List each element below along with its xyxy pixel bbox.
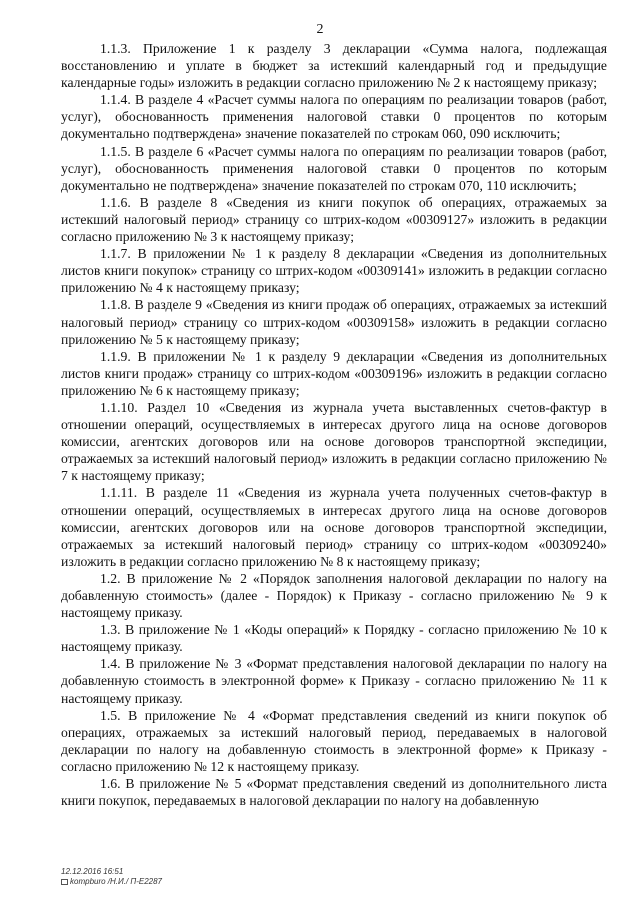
page-number: 2 (316, 22, 324, 37)
paragraph-1-3: 1.3. В приложение № 1 «Коды операций» к Порядку - согласно приложению № 10 к настоящему приказу. (61, 622, 607, 655)
paragraph-1-2: 1.2. В приложение № 2 «Порядок заполнения налоговой декларации по налогу на добавленную стоимость» (далее - Порядок) к Приказу - согласно приложению № 9 к настоящему приказу. (61, 570, 607, 621)
paragraph-1-1-4: 1.1.4. В разделе 4 «Расчет суммы налога по операциям по реализации товаров (работ, услуг), обоснованность применения налоговой ставки 0 процентов по которым документально подтверждена» значение показателей по строкам 060, 090 исключить; (61, 92, 607, 142)
footer-timestamp: 12.12.2016 16:51 (61, 867, 124, 876)
paragraph-1-4: 1.4. В приложение № 3 «Формат представления налоговой декларации по налогу на добавленную стоимость в электронной форме» к Приказу - согласно приложению № 11 к настоящему приказу. (61, 656, 607, 706)
paragraph-1-1-6: 1.1.6. В разделе 8 «Сведения из книги покупок об операциях, отражаемых за истекший налоговый период» страницу со штрих-кодом «00309127» изложить в редакции согласно приложению № 3 к настоящему приказу; (61, 194, 607, 245)
paragraph-1-1-11: 1.1.11. В разделе 11 «Сведения из журнала учета полученных счетов-фактур в отношении операций, осуществляемых в интересах другого лица на основе договоров комиссии, агентских договоров или на основе договоров транспортной экспедиции, отражаемых за истекший налоговый период» страницу со штрих-кодом «00309240» изложить в редакции согласно приложению № 8 к настоящему приказу; (61, 485, 607, 569)
paragraph-1-1-5: 1.1.5. В разделе 6 «Расчет суммы налога по операциям по реализации товаров (работ, услуг), обоснованность применения налоговой ставки 0 процентов по которым документально не подтверждена» значение показателей по строкам 070, 110 исключить; (61, 143, 607, 193)
footer-source: kompburo /Н.И./ П-Е2287 (70, 877, 163, 886)
document-body (61, 40, 607, 809)
paragraph-1-1-7: 1.1.7. В приложении № 1 к разделу 8 декларации «Сведения из дополнительных листов книги покупок» страницу со штрих-кодом «00309141» изложить в редакции согласно приложению № 4 к настоящему приказу; (61, 246, 607, 296)
paragraph-1-5: 1.5. В приложение № 4 «Формат представления сведений из книги покупок об операциях, отражаемых за истекший налоговый период, передаваемых в налоговой декларации по налогу на добавленную стоимость в электронной форме» к Приказу - согласно приложению № 12 к настоящему приказу. (61, 707, 607, 774)
paragraph-1-1-8: 1.1.8. В разделе 9 «Сведения из книги продаж об операциях, отражаемых за истекший налоговый период» страницу со штрих-кодом «00309158» изложить в редакции согласно приложению № 5 к настоящему приказу; (61, 297, 607, 347)
paragraph-1-1-10: 1.1.10. Раздел 10 «Сведения из журнала учета выставленных счетов-фактур в отношении операций, осуществляемых в интересах другого лица на основе договоров комиссии, агентских договоров или на основе договоров транспортной экспедиции, отражаемых за истекший налоговый период» изложить в редакции согласно приложению № 7 к настоящему приказу; (61, 399, 607, 484)
footer-source-line (61, 877, 162, 887)
document-icon (61, 879, 68, 885)
paragraph-1-1-9: 1.1.9. В приложении № 1 к разделу 9 декларации «Сведения из дополнительных листов книги продаж» страницу со штрих-кодом «00309196» изложить в редакции согласно приложению № 6 к настоящему приказу; (61, 348, 607, 398)
paragraph-1-6: 1.6. В приложение № 5 «Формат представления сведений из дополнительного листа книги покупок, передаваемых в налоговой декларации по налогу на добавленную (61, 776, 607, 809)
paragraph-1-1-3: 1.1.3. Приложение 1 к разделу 3 декларации «Сумма налога, подлежащая восстановлению и уплате в бюджет за истекший календарный год и предыдущие календарные годы» изложить в редакции согласно приложению № 2 к настоящему приказу; (61, 41, 607, 91)
document-footer (61, 867, 162, 887)
